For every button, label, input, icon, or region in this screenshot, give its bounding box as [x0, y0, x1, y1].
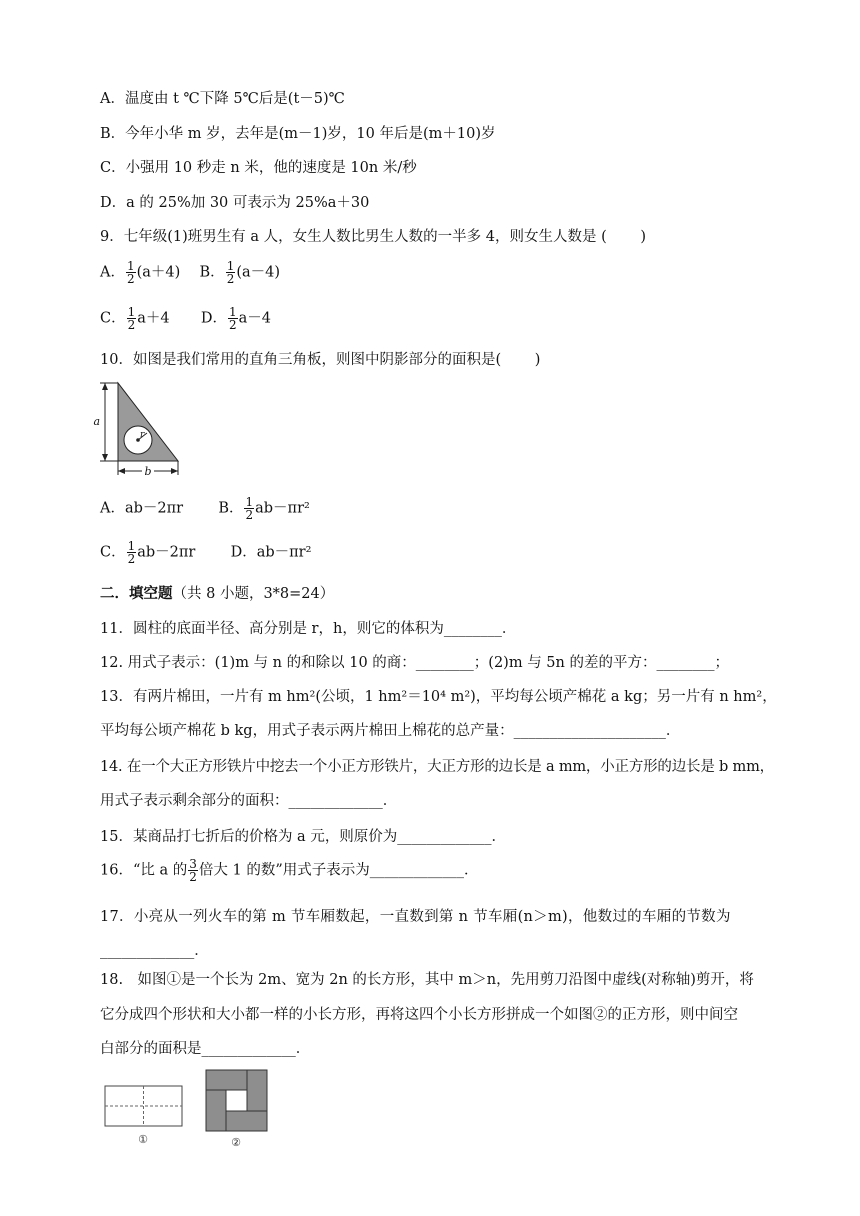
q9-option-a-label: A． [100, 264, 125, 281]
q18-line-1: 18. 如图①是一个长为 2m、宽为 2n 的长方形，其中 m＞n，先用剪刀沿图中虚线(对称轴)剪开，将 [100, 972, 754, 988]
q16-rest: 倍大 1 的数”用式子表示为_____________． [198, 862, 479, 879]
q9-options-ab [100, 260, 280, 285]
q9-option-c-label: C． [100, 310, 126, 327]
q8-option-b: B．今年小华 m 岁，去年是(m－1)岁，10 年后是(m＋10)岁 [100, 126, 496, 142]
q9-option-a-text: (a＋4) [136, 264, 181, 281]
figure-1-label: ① [138, 1133, 148, 1146]
q14-line-2: 用式子表示剩余部分的面积：_____________． [100, 793, 398, 809]
center-gap [226, 1090, 247, 1111]
arrow-down-icon [102, 454, 108, 461]
q10-options-cd [100, 540, 311, 565]
q16-prefix: 16．“比 a 的 [100, 862, 188, 879]
piece-top [206, 1070, 247, 1090]
q10-option-c-text: ab－2πr [137, 544, 196, 561]
q10-option-a: A．ab－2πr [100, 500, 184, 517]
q9-options-cd [100, 306, 271, 331]
q8-option-a: A．温度由 t ℃下降 5℃后是(t－5)℃ [100, 91, 345, 107]
figure-2-square [205, 1069, 269, 1149]
section-2-title: 二．填空题 [100, 585, 173, 602]
q13-line-2: 平均每公顷产棉花 b kg，用式子表示两片棉田上棉花的总产量：_____________________． [100, 723, 681, 739]
q9-stem: 9．七年级(1)班男生有 a 人，女生人数比男生人数的一半多 4，则女生人数是 ( ) [100, 229, 646, 245]
fraction: $\frac{1}{2}$ [245, 495, 254, 522]
q13-line-1: 13．有两片棉田，一片有 m hm²(公顷，1 hm²＝10⁴ m²)，平均每公顷产棉花 a kg；另一片有 n hm²， [100, 689, 777, 705]
q17-line-1: 17．小亮从一列火车的第 m 节车厢数起，一直数到第 n 节车厢(n＞m)，他数过的车厢的节数为 [100, 909, 731, 925]
fraction: $\frac{1}{2}$ [126, 259, 135, 286]
label-r: r [140, 430, 145, 440]
arrow-left-icon [118, 468, 125, 474]
q10-option-b-label: B． [218, 500, 244, 517]
figure-1-rectangle [104, 1085, 184, 1145]
triangle-ruler-figure [93, 380, 186, 478]
arrow-up-icon [102, 383, 108, 390]
q8-option-d: D．a 的 25%加 30 可表示为 25%a＋30 [100, 195, 370, 211]
piece-bottom [226, 1111, 267, 1131]
q17-line-2: _____________． [100, 943, 209, 959]
q18-line-3: 白部分的面积是_____________． [100, 1041, 311, 1057]
q9-option-b-label: B． [199, 264, 225, 281]
q8-option-c: C．小强用 10 秒走 n 米，他的速度是 10n 米/秒 [100, 160, 417, 176]
q10-stem: 10．如图是我们常用的直角三角板，则图中阴影部分的面积是( ) [100, 352, 541, 368]
q9-option-d-text: a－4 [238, 310, 271, 327]
fraction: $\frac{1}{2}$ [228, 305, 237, 332]
q12: 12. 用式子表示：(1)m 与 n 的和除以 10 的商：________；(2)m 与 5n 的差的平方：________； [100, 655, 729, 671]
q15: 15．某商品打七折后的价格为 a 元，则原价为_____________． [100, 829, 507, 845]
label-b: b [144, 465, 152, 478]
fraction: $\frac{1}{2}$ [127, 305, 136, 332]
q9-option-c-text: a＋4 [137, 310, 170, 327]
arrow-right-icon [171, 468, 178, 474]
fraction: $\frac{1}{2}$ [127, 539, 136, 566]
q10-options-ab [100, 496, 310, 521]
q16 [100, 858, 478, 883]
piece-right [247, 1070, 267, 1111]
q11: 11．圆柱的底面半径、高分别是 r，h，则它的体积为________． [100, 621, 517, 637]
q14-line-1: 14. 在一个大正方形铁片中挖去一个小正方形铁片，大正方形的边长是 a mm，小正方形的边长是 b mm， [100, 759, 774, 775]
q10-option-c-label: C． [100, 544, 126, 561]
fraction: $\frac{3}{2}$ [189, 857, 197, 884]
q9-option-b-text: (a－4) [236, 264, 281, 281]
fraction: $\frac{1}{2}$ [226, 259, 235, 286]
q18-line-2: 它分成四个形状和大小都一样的小长方形，再将这四个小长方形拼成一个如图②的正方形，则中间空 [100, 1007, 738, 1023]
label-a: a [93, 415, 100, 428]
q10-option-b-text: ab－πr² [255, 500, 310, 517]
section-2-heading [100, 584, 334, 604]
q10-option-d: D．ab－πr² [230, 544, 312, 561]
section-2-note: （共 8 小题，3*8=24） [172, 586, 335, 602]
q9-option-d-label: D． [200, 310, 227, 327]
piece-left [206, 1090, 226, 1131]
figure-2-label: ② [231, 1136, 241, 1149]
